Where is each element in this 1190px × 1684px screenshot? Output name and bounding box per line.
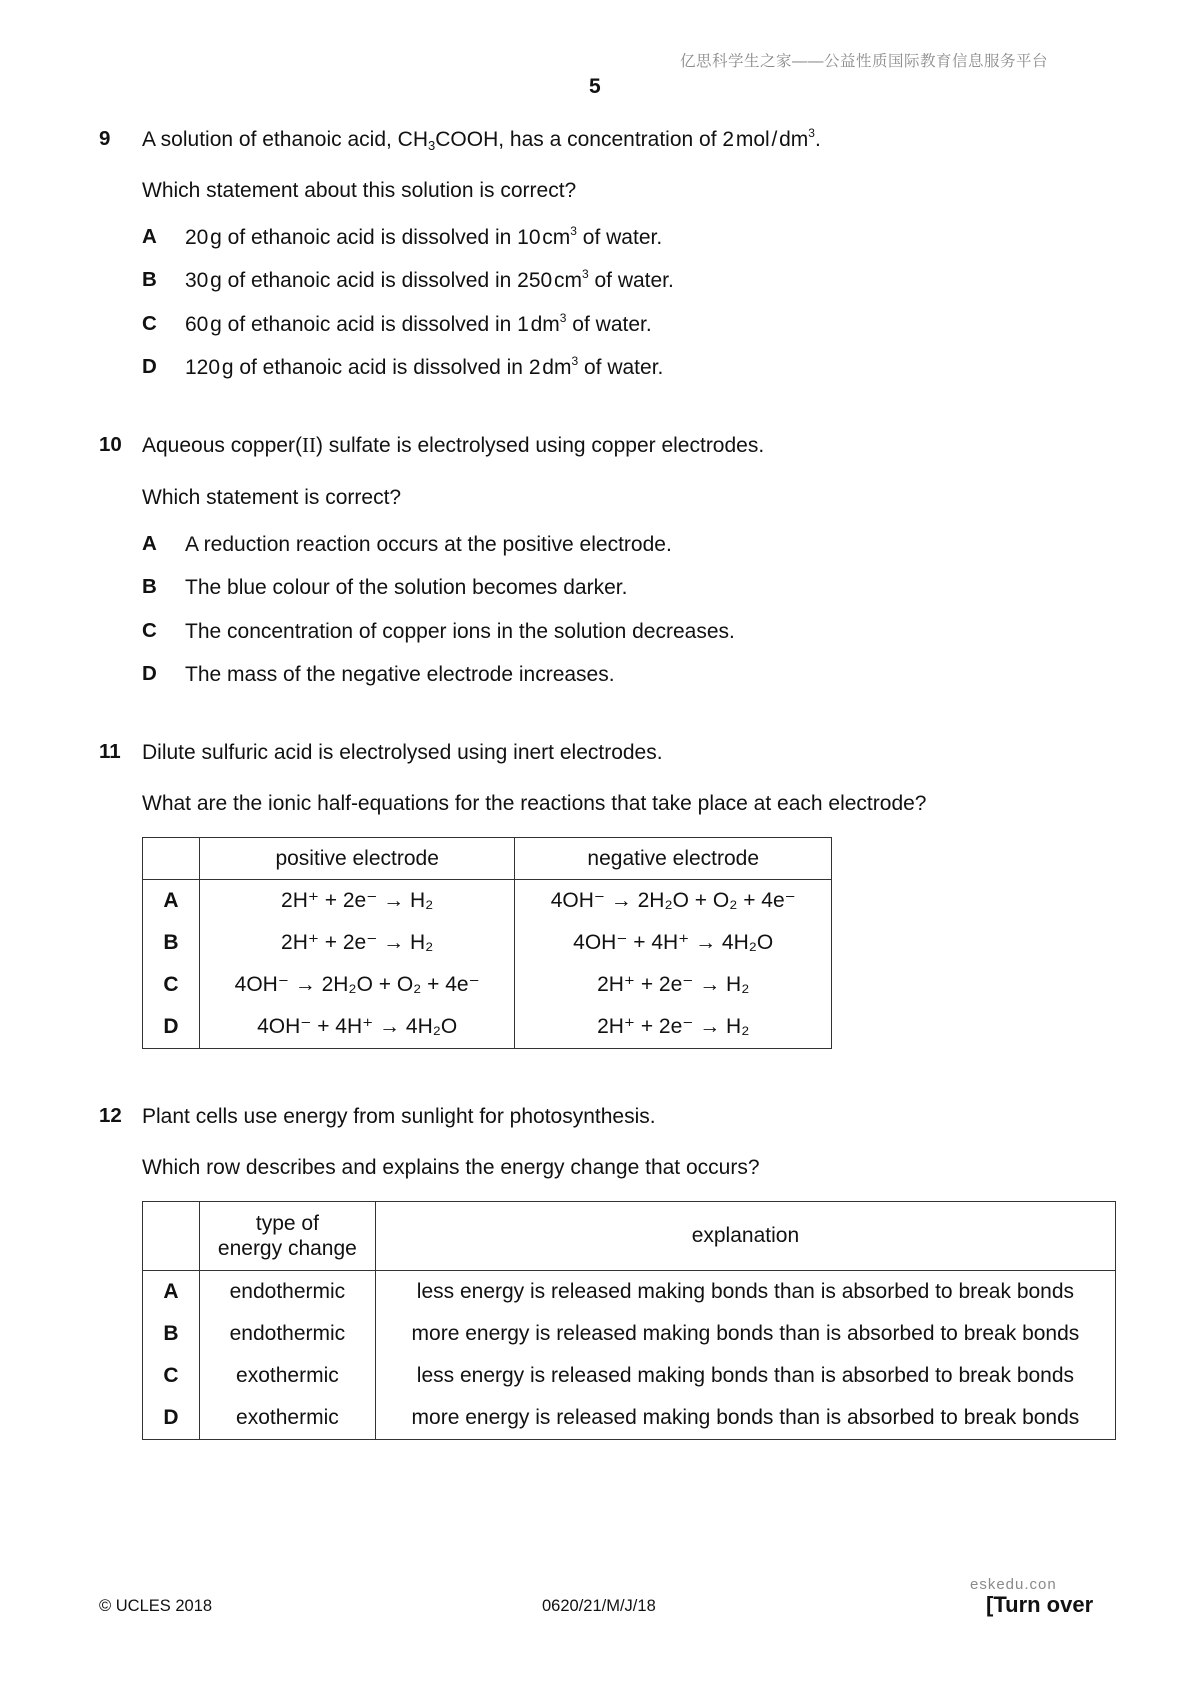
q10-option-text: The concentration of copper ions in the solution decreases.: [185, 620, 735, 643]
question-12-prompt: Which row describes and explains the energy change that occurs?: [142, 1156, 760, 1179]
row-letter: C: [143, 964, 200, 1006]
row-letter: B: [143, 1313, 200, 1355]
negative-equation: 2H⁺ + 2e⁻ → H₂: [515, 964, 832, 1006]
positive-equation: 2H⁺ + 2e⁻ → H₂: [199, 880, 515, 923]
question-9-number: 9: [99, 127, 111, 150]
footer-paper-code: 0620/21/M/J/18: [542, 1597, 656, 1615]
q9-option-letter: D: [142, 355, 157, 378]
q9-option-text: 120 g of ethanoic acid is dissolved in 2 $dm^3$ of water.: [185, 354, 664, 379]
table-row: [143, 880, 832, 923]
q11-answer-table: [142, 837, 832, 1049]
table-row: [143, 1313, 1116, 1355]
row-letter: D: [143, 1397, 200, 1440]
question-10-prompt: Which statement is correct?: [142, 486, 402, 509]
table-header-blank: [143, 838, 200, 880]
row-letter: C: [143, 1355, 200, 1397]
q9-option-letter: B: [142, 268, 157, 291]
q10-option-letter: C: [142, 619, 157, 642]
energy-change-type: exothermic: [199, 1397, 375, 1440]
row-letter: D: [143, 1006, 200, 1049]
positive-equation: 4OH⁻ → 2H₂O + O₂ + 4e⁻: [199, 964, 515, 1006]
q10-option-letter: D: [142, 662, 157, 685]
question-11-stem: Dilute sulfuric acid is electrolysed using inert electrodes.: [142, 741, 663, 764]
question-10-stem: Aqueous copper(II) sulfate is electrolysed using copper electrodes.: [142, 433, 765, 457]
question-11-number: 11: [99, 740, 121, 763]
q9-option-letter: A: [142, 225, 157, 248]
page-number: 5: [589, 75, 601, 98]
question-12-number: 12: [99, 1104, 122, 1127]
positive-equation: 4OH⁻ + 4H⁺ → 4H₂O: [199, 1006, 515, 1049]
q9-option-text: 20 g of ethanoic acid is dissolved in 10 $cm^3$ of water.: [185, 224, 663, 249]
energy-change-type: endothermic: [199, 1313, 375, 1355]
footer-copyright: © UCLES 2018: [99, 1597, 213, 1615]
table-row: [143, 1271, 1116, 1314]
table-header-blank: [143, 1202, 200, 1271]
q9-option-text: 30 g of ethanoic acid is dissolved in 250 $cm^3$ of water.: [185, 267, 674, 292]
q9-option-text: 60 g of ethanoic acid is dissolved in 1 $dm^3$ of water.: [185, 311, 652, 336]
table-header-type: type of energy change: [199, 1202, 375, 1271]
q10-option-letter: B: [142, 575, 157, 598]
negative-equation: 4OH⁻ → 2H₂O + O₂ + 4e⁻: [515, 880, 832, 923]
question-12-stem: Plant cells use energy from sunlight for photosynthesis.: [142, 1105, 656, 1128]
negative-equation: 4OH⁻ + 4H⁺ → 4H₂O: [515, 922, 832, 964]
q10-option-letter: A: [142, 532, 157, 555]
table-row: [143, 964, 832, 1006]
watermark-text: 亿思科学生之家——公益性质国际教育信息服务平台: [680, 53, 1049, 70]
table-header-negative: negative electrode: [515, 838, 832, 880]
table-header-positive: positive electrode: [199, 838, 515, 880]
row-letter: A: [143, 880, 200, 923]
q10-option-text: The mass of the negative electrode increases.: [185, 663, 615, 686]
q12-answer-table: [142, 1201, 1116, 1440]
explanation-cell: more energy is released making bonds than is absorbed to break bonds: [375, 1313, 1115, 1355]
question-10-number: 10: [99, 433, 122, 456]
energy-change-type: endothermic: [199, 1271, 375, 1314]
footer-site-watermark: eskedu.con: [970, 1576, 1057, 1593]
negative-equation: 2H⁺ + 2e⁻ → H₂: [515, 1006, 832, 1049]
question-9-prompt: Which statement about this solution is correct?: [142, 179, 577, 202]
q10-option-text: A reduction reaction occurs at the positive electrode.: [185, 533, 672, 556]
row-letter: B: [143, 922, 200, 964]
table-row: [143, 1006, 832, 1049]
explanation-cell: less energy is released making bonds than is absorbed to break bonds: [375, 1271, 1115, 1314]
q10-option-text: The blue colour of the solution becomes darker.: [185, 576, 628, 599]
explanation-cell: less energy is released making bonds than is absorbed to break bonds: [375, 1355, 1115, 1397]
q9-option-letter: C: [142, 312, 157, 335]
row-letter: A: [143, 1271, 200, 1314]
table-row: [143, 922, 832, 964]
table-row: [143, 1355, 1116, 1397]
footer-turn-over: [Turn over: [986, 1592, 1094, 1617]
question-11-prompt: What are the ionic half-equations for the reactions that take place at each electrode?: [142, 792, 927, 815]
question-9-stem: A solution of ethanoic acid, $CH_3COOH$, has a concentration of 2 mol / $dm^3$.: [142, 126, 821, 153]
energy-change-type: exothermic: [199, 1355, 375, 1397]
positive-equation: 2H⁺ + 2e⁻ → H₂: [199, 922, 515, 964]
table-row: [143, 1397, 1116, 1440]
explanation-cell: more energy is released making bonds than is absorbed to break bonds: [375, 1397, 1115, 1440]
table-header-explanation: explanation: [375, 1202, 1115, 1271]
